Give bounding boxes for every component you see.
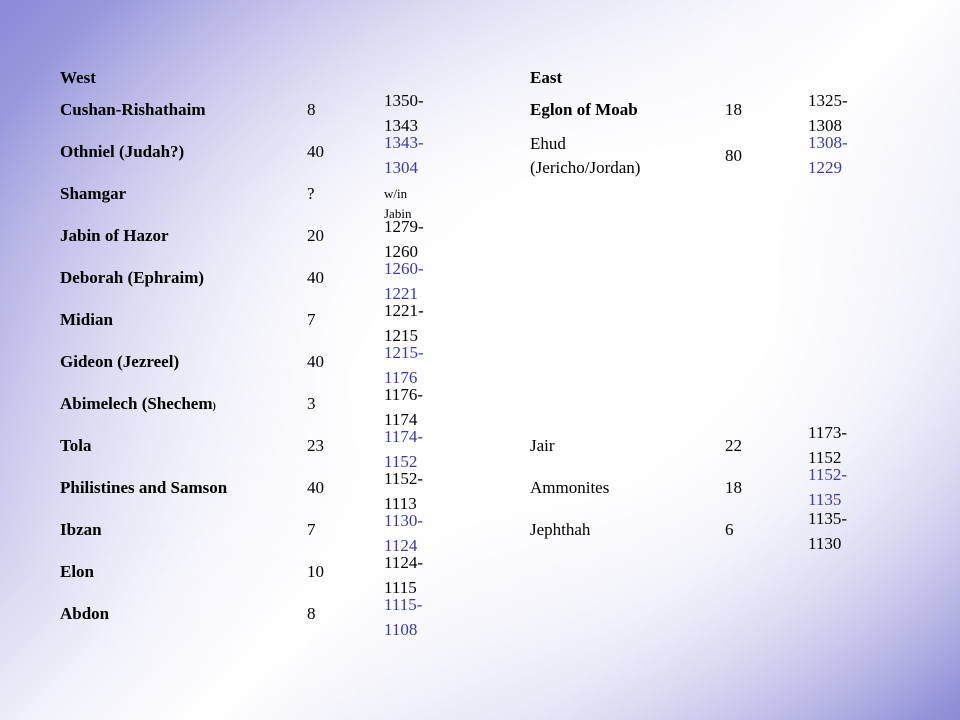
west-row-years: 20 <box>307 226 324 245</box>
range-end: 1221 <box>384 284 418 303</box>
west-row-years: 40 <box>307 142 324 161</box>
range-end: 1174 <box>384 410 418 429</box>
east-row-years: 18 <box>725 478 742 497</box>
range-end: 1176 <box>384 368 418 387</box>
east-row-name: Ammonites <box>530 478 610 497</box>
name-close: ) <box>212 401 216 412</box>
range-start: 1308- <box>808 133 848 152</box>
range-end: Jabin <box>384 206 412 221</box>
range-start: 1260- <box>384 259 424 278</box>
west-row-years: 7 <box>307 310 316 329</box>
east-row-name: Eglon of Moab <box>530 100 638 119</box>
range-start: 1279- <box>384 217 424 236</box>
range-end: 1308 <box>808 116 842 135</box>
west-row-name: Deborah (Ephraim) <box>60 268 205 287</box>
east-row-name: Jair <box>530 436 555 455</box>
west-row-name: Philistines and Samson <box>60 478 228 497</box>
west-row-name: Gideon (Jezreel) <box>60 352 180 371</box>
range-start: 1173- <box>808 423 848 442</box>
west-row-range <box>384 592 422 642</box>
west-row-years: 8 <box>307 100 316 119</box>
west-row-name: Shamgar <box>60 184 127 203</box>
west-row-years: 7 <box>307 520 316 539</box>
range-end: 1260 <box>384 242 418 261</box>
west-row-name <box>60 394 216 417</box>
west-header: West <box>60 68 96 87</box>
west-row-years: 3 <box>307 394 316 413</box>
range-start: 1135- <box>808 509 848 528</box>
name-main: Abimelech <box>60 394 142 413</box>
range-start: 1174- <box>384 427 424 446</box>
west-row-range <box>384 130 424 180</box>
range-end: 1113 <box>384 494 417 513</box>
west-row-years: ? <box>307 184 315 203</box>
range-end: 1304 <box>384 158 418 177</box>
name-suffix: (Shechem <box>141 394 213 413</box>
range-end: 1124 <box>384 536 418 555</box>
west-row-name: Jabin of Hazor <box>60 226 169 245</box>
east-row-years: 22 <box>725 436 742 455</box>
range-start: 1176- <box>384 385 424 404</box>
east-header: East <box>530 68 563 87</box>
west-row-name: Cushan-Rishathaim <box>60 100 206 119</box>
west-row-years: 40 <box>307 478 324 497</box>
west-row-years: 40 <box>307 352 324 371</box>
name-line-1: Ehud <box>530 134 566 153</box>
range-end: 1115 <box>384 578 417 597</box>
range-start: 1152- <box>808 465 848 484</box>
west-row-name: Tola <box>60 436 92 455</box>
range-start: w/in <box>384 186 408 201</box>
range-end: 1108 <box>384 620 418 639</box>
range-start: 1115- <box>384 595 423 614</box>
range-end: 1130 <box>808 534 842 553</box>
range-start: 1221- <box>384 301 424 320</box>
east-row-range <box>808 506 847 556</box>
west-row-years: 40 <box>307 268 324 287</box>
west-row-name: Abdon <box>60 604 110 623</box>
range-end: 1215 <box>384 326 418 345</box>
west-row-name: Ibzan <box>60 520 102 539</box>
range-end: 1343 <box>384 116 418 135</box>
west-row-years: 8 <box>307 604 316 623</box>
east-row-name <box>530 132 640 180</box>
west-row-name: Elon <box>60 562 95 581</box>
range-start: 1325- <box>808 91 848 110</box>
range-end: 1229 <box>808 158 842 177</box>
east-row-name: Jephthah <box>530 520 591 539</box>
east-row-range <box>808 130 848 180</box>
range-end: 1135 <box>808 490 842 509</box>
east-row-years: 18 <box>725 100 742 119</box>
west-row-name: Midian <box>60 310 113 329</box>
east-row-years: 80 <box>725 146 742 165</box>
west-row-name: Othniel (Judah?) <box>60 142 185 161</box>
range-start: 1350- <box>384 91 424 110</box>
range-end: 1152 <box>808 448 842 467</box>
range-start: 1343- <box>384 133 424 152</box>
west-row-years: 23 <box>307 436 324 455</box>
range-start: 1215- <box>384 343 424 362</box>
range-end: 1152 <box>384 452 418 471</box>
east-row-range <box>808 462 847 512</box>
east-row-years: 6 <box>725 520 734 539</box>
range-start: 1130- <box>384 511 424 530</box>
range-start: 1152- <box>384 469 424 488</box>
west-row-years: 10 <box>307 562 324 581</box>
range-start: 1124- <box>384 553 424 572</box>
name-line-2: (Jericho/Jordan) <box>530 158 641 177</box>
